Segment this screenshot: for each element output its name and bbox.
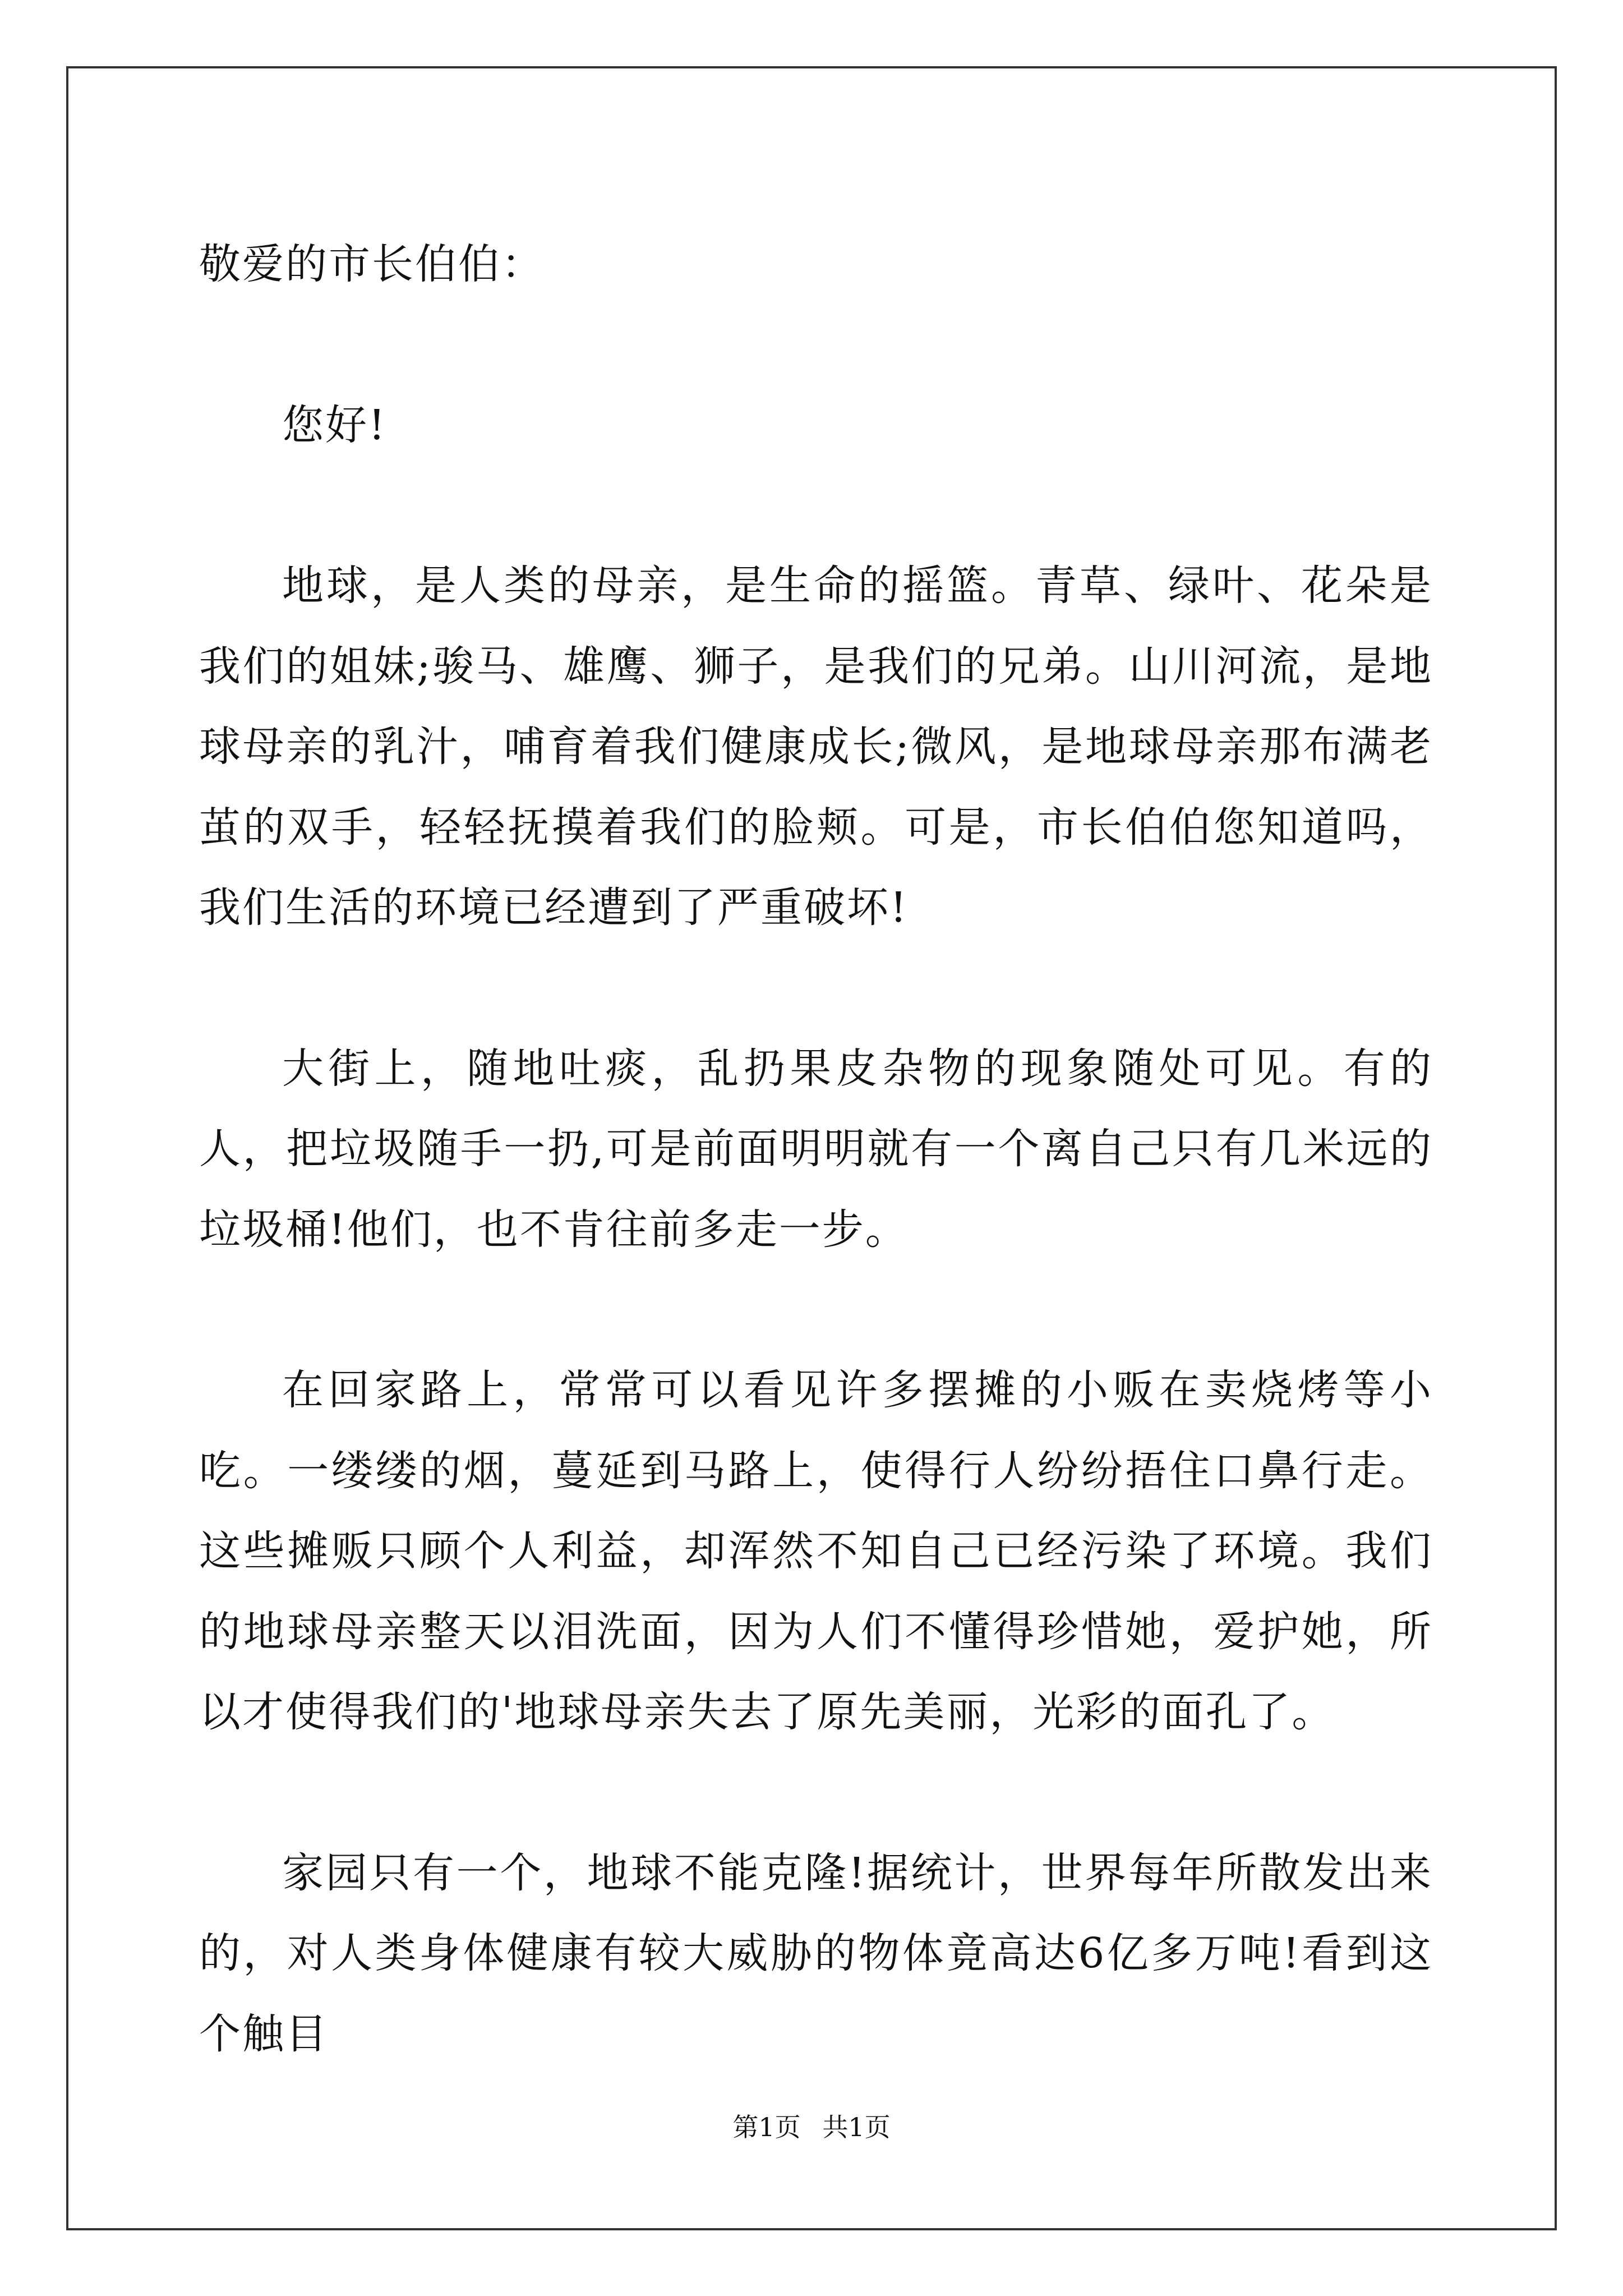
letter-body (199, 224, 1433, 2155)
paragraph-street: 大街上，随地吐痰，乱扔果皮杂物的现象随处可见。有的人，把垃圾随手一扔,可是前面明明就有一个离自己只有几米远的垃圾桶!他们，也不肯往前多走一步。 (199, 1044, 1433, 1254)
page-number: 第1页 (732, 2112, 801, 2142)
paragraph-earth: 地球，是人类的母亲，是生命的摇篮。青草、绿叶、花朵是我们的姐妹;骏马、雄鹰、狮子，是我们的兄弟。山川河流，是地球母亲的乳汁，哺育着我们健康成长;微风，是地球母亲那布满老茧的双手，轻轻抚摸着我们的脸颊。可是，市长伯伯您知道吗，我们生活的环境已经遭到了严重破坏! (199, 562, 1433, 932)
page-total: 共1页 (822, 2112, 891, 2142)
salutation: 敬爱的市长伯伯： (199, 240, 545, 288)
paragraph-statistics: 家园只有一个，地球不能克隆!据统计，世界每年所散发出来的，对人类身体健康有较大威胁的物体竟高达6亿多万吨!看到这个触目 (199, 1848, 1433, 2058)
paragraph-vendors: 在回家路上，常常可以看见许多摆摊的小贩在卖烧烤等小吃。一缕缕的烟，蔓延到马路上，使得行人纷纷捂住口鼻行走。这些摊贩只顾个人利益，却浑然不知自己已经污染了环境。我们的地球母亲整天以泪洗面，因为人们不懂得珍惜她，爱护她，所以才使得我们的'地球母亲失去了原先美丽，光彩的面孔了。 (199, 1366, 1433, 1736)
page-footer (0, 2110, 1623, 2144)
paragraph-greeting: 您好! (282, 401, 387, 449)
